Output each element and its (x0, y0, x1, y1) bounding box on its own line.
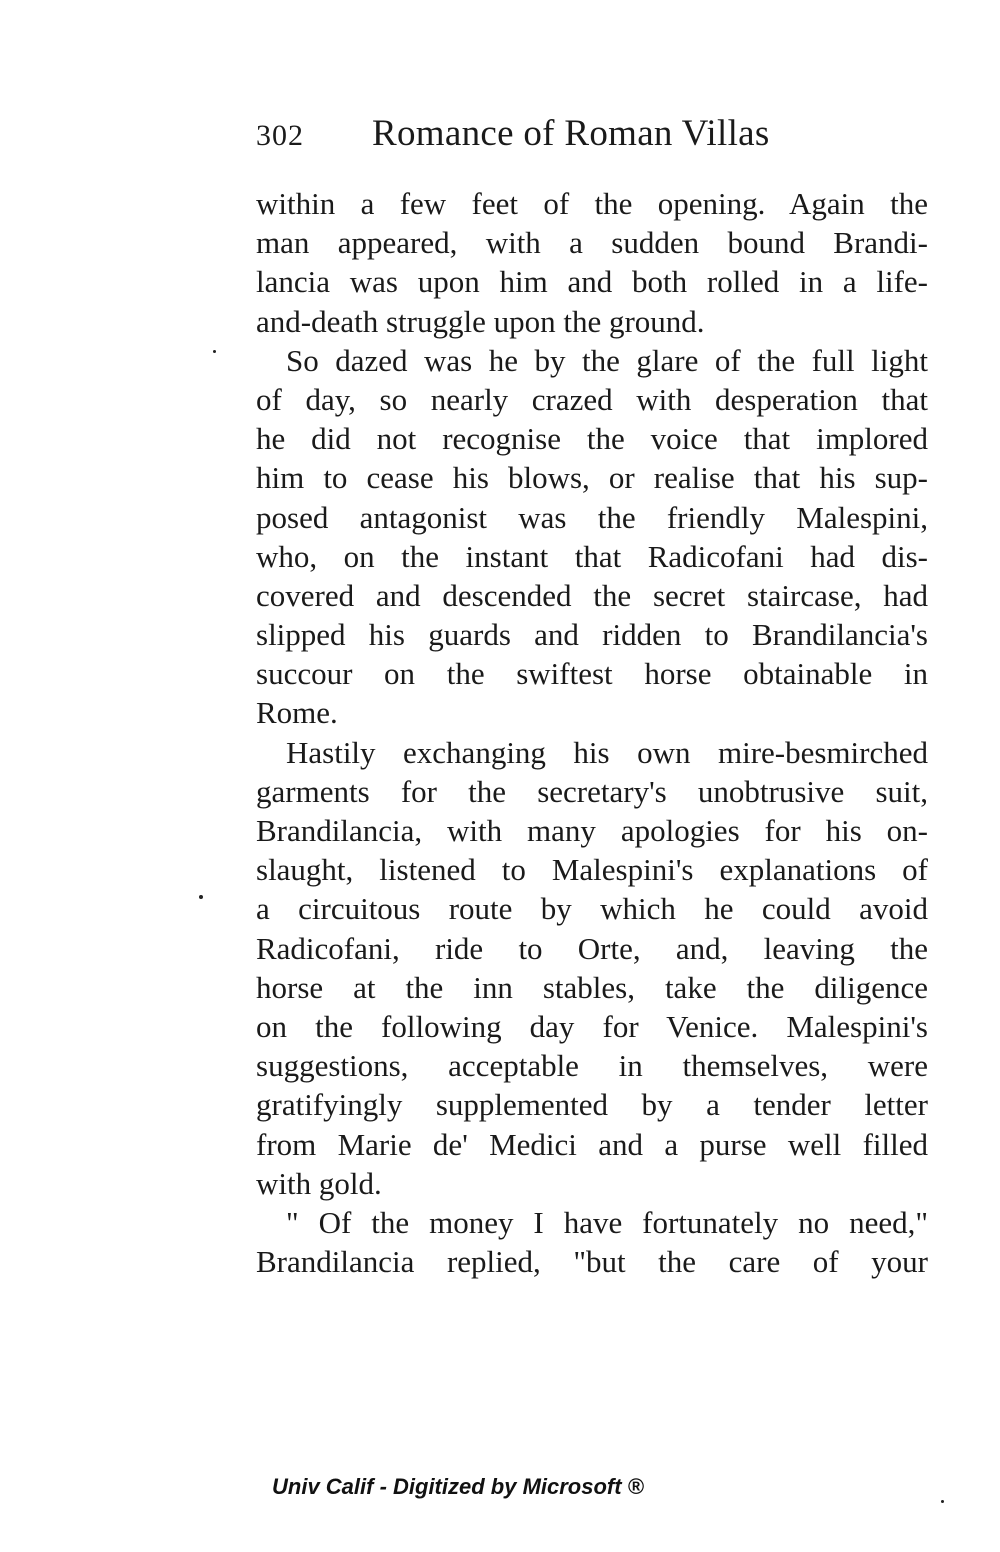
text-line: covered and descended the secret staircase, had (256, 577, 928, 613)
text-line: slipped his guards and ridden to Brandilancia's (256, 617, 928, 653)
body-text (256, 184, 928, 1281)
text-line: succour on the swiftest horse obtainable in (256, 656, 928, 692)
running-title: Romance of Roman Villas (372, 113, 770, 154)
scan-speck (213, 350, 216, 353)
text-line: Radicofani, ride to Orte, and, leaving the (256, 930, 928, 966)
text-line: gratifyingly supplemented by a tender letter (256, 1087, 928, 1123)
text-line: Brandilancia, with many apologies for his on- (256, 813, 928, 848)
text-line: So dazed was he by the glare of the full light (286, 342, 928, 378)
text-line: Rome. (256, 695, 338, 731)
text-line: horse at the inn stables, take the diligence (256, 969, 928, 1005)
text-line: of day, so nearly crazed with desperation that (256, 381, 928, 417)
running-head (256, 112, 928, 160)
text-line: him to cease his blows, or realise that his sup- (256, 460, 928, 496)
text-line: and-death struggle upon the ground. (256, 303, 705, 339)
text-line: Brandilancia replied, "but the care of your (256, 1244, 928, 1280)
text-line: garments for the secretary's unobtrusive suit, (256, 773, 928, 809)
text-line: lancia was upon him and both rolled in a life- (256, 264, 928, 300)
page-number: 302 (256, 119, 304, 152)
text-line: " Of the money I have fortunately no need," (286, 1204, 928, 1240)
scan-speck (941, 1500, 944, 1503)
scan-speck (199, 895, 203, 899)
text-line: suggestions, acceptable in themselves, were (256, 1048, 928, 1084)
text-line: on the following day for Venice. Malespini's (256, 1008, 928, 1044)
text-line: Hastily exchanging his own mire-besmirched (286, 734, 928, 770)
text-line: slaught, listened to Malespini's explanations of (256, 852, 928, 888)
text-line: a circuitous route by which he could avoid (256, 891, 928, 927)
text-line: he did not recognise the voice that implored (256, 421, 928, 457)
text-line: from Marie de' Medici and a purse well filled (256, 1126, 928, 1162)
digitization-watermark: Univ Calif - Digitized by Microsoft ® (272, 1474, 644, 1499)
text-line: who, on the instant that Radicofani had dis- (256, 538, 928, 574)
text-line: man appeared, with a sudden bound Brandi- (256, 225, 928, 261)
text-line: within a few feet of the opening. Again the (256, 186, 928, 221)
text-line: with gold. (256, 1165, 382, 1201)
text-line: posed antagonist was the friendly Malespini, (256, 499, 928, 535)
